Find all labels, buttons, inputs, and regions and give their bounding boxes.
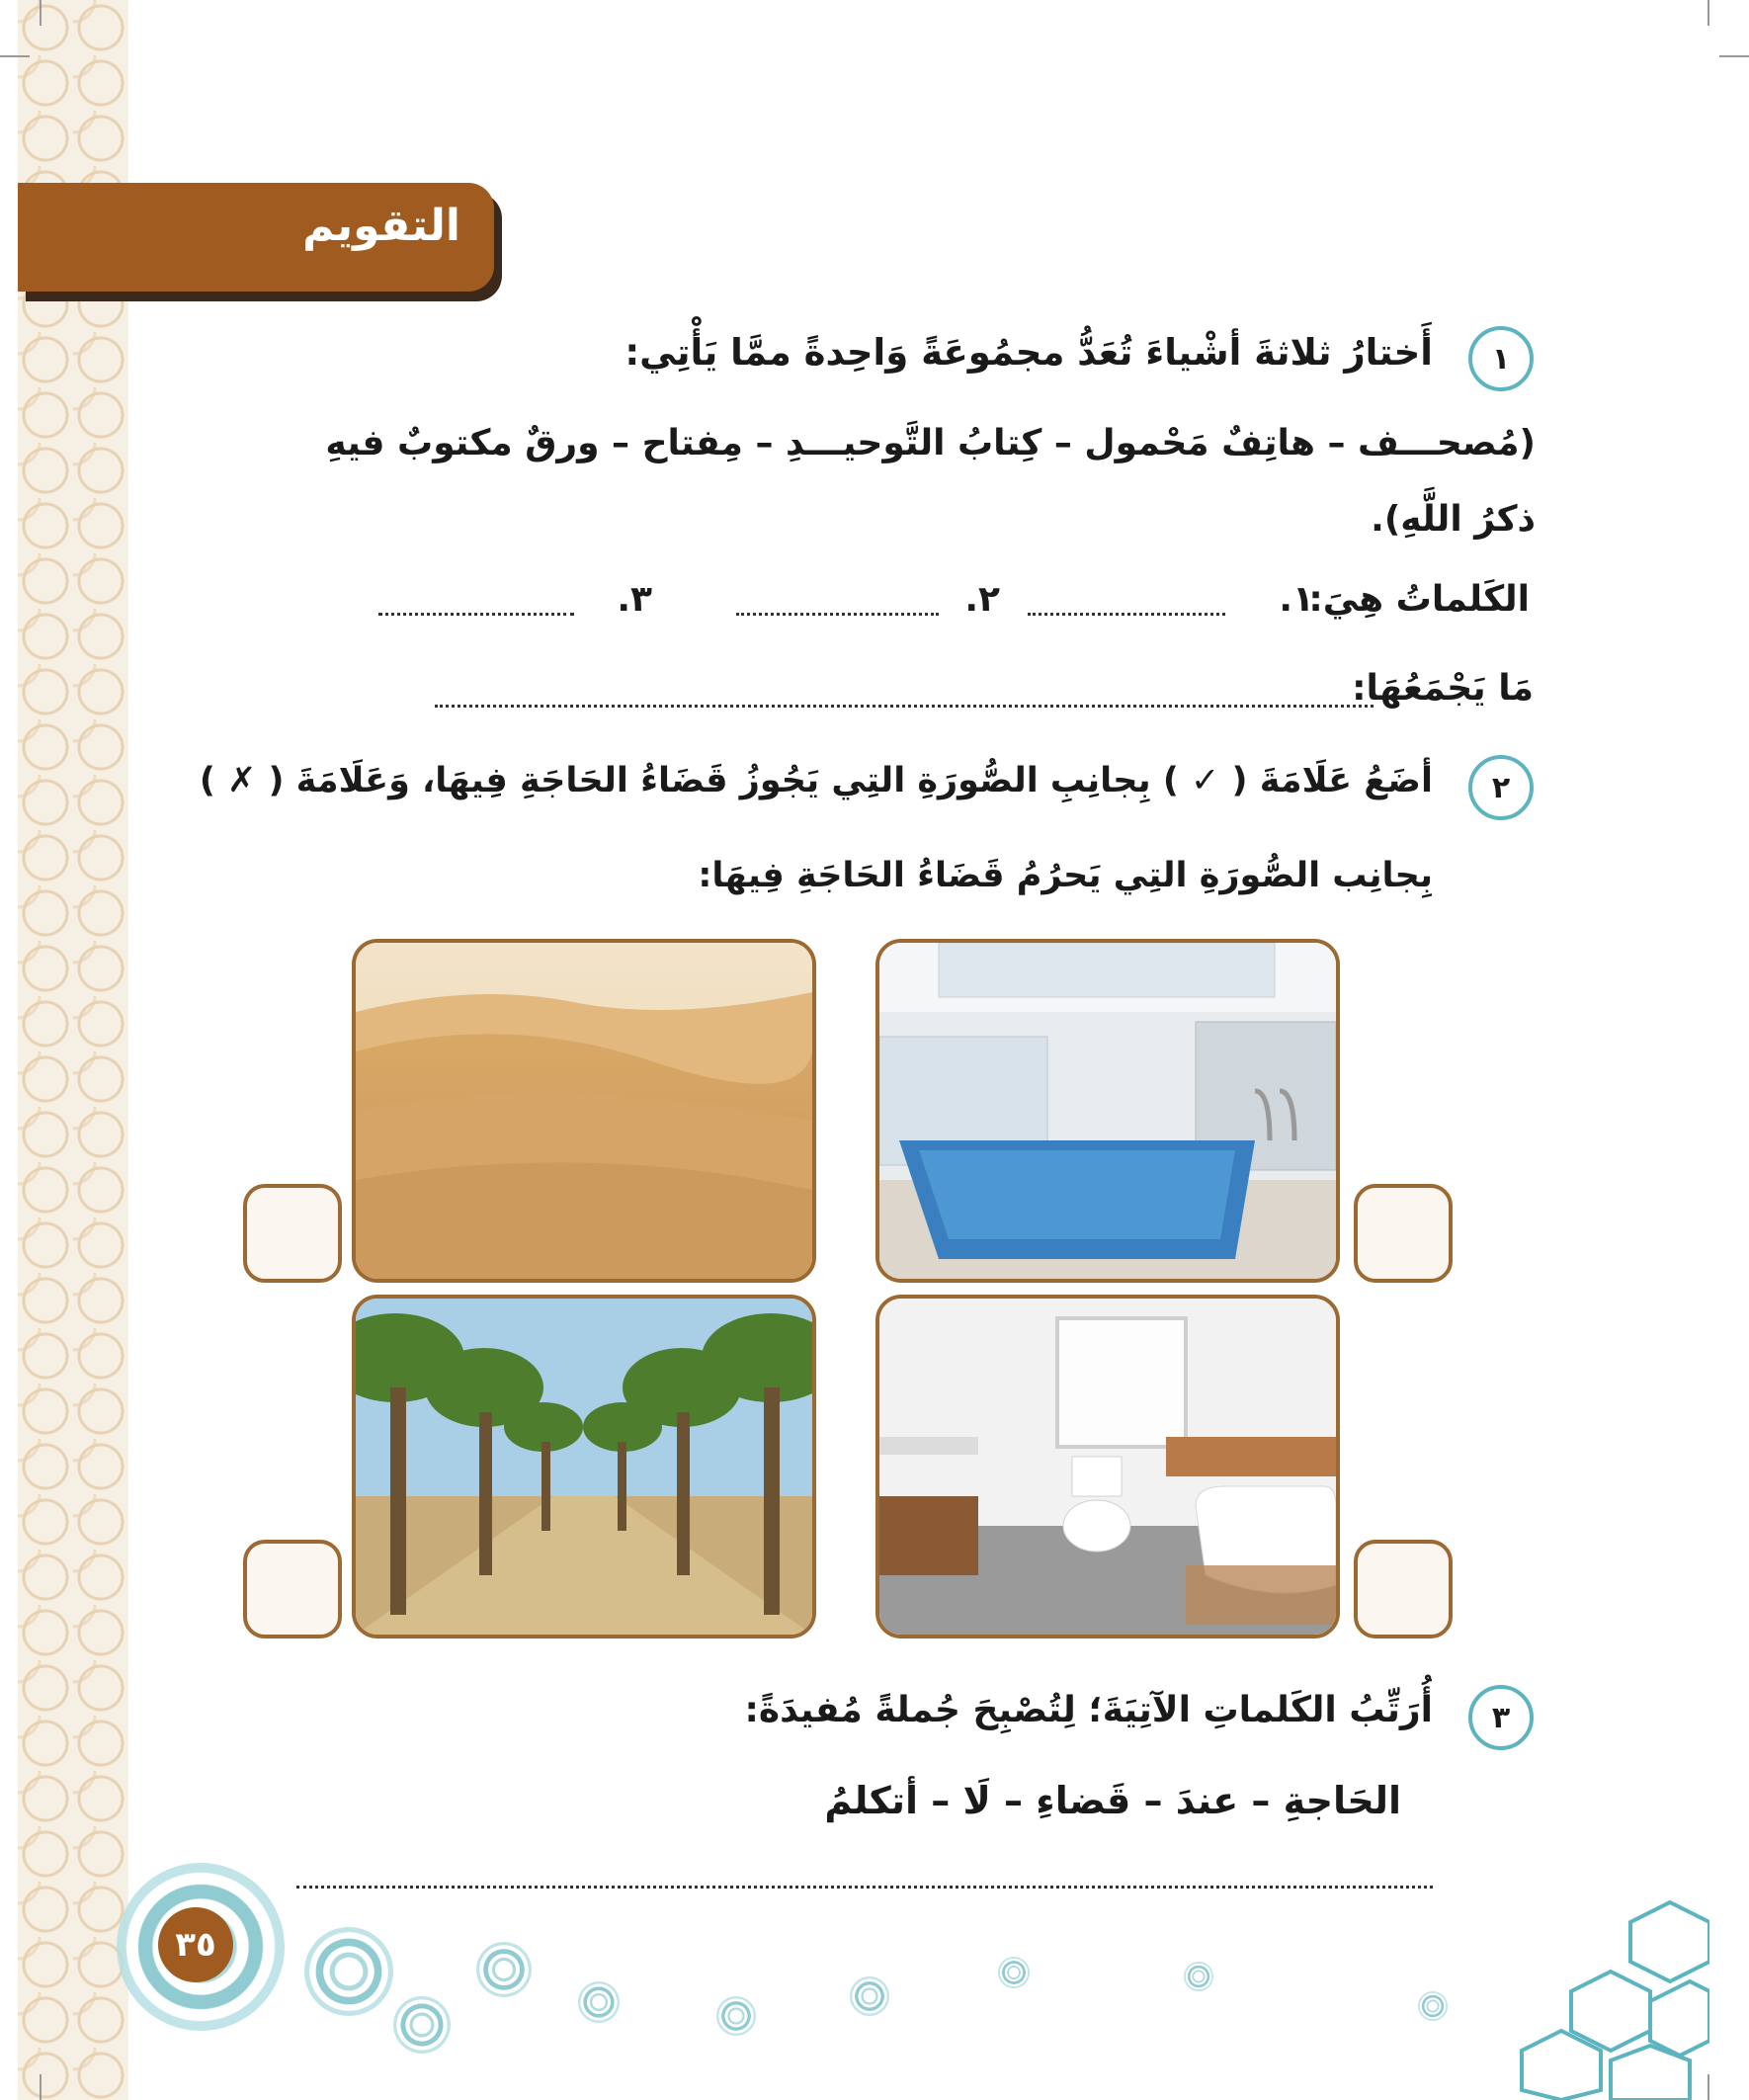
side-pattern: [18, 0, 128, 2100]
rosette-decoration: [850, 1976, 889, 2016]
question-prompt: أَختارُ ثلاثةَ أشْياءَ تُعَدُّ مجمُوعَةً وَاحِدةً ممَّا يَأْتِي:: [625, 331, 1433, 374]
rosette-decoration: [578, 1981, 620, 2023]
rosette-decoration: [476, 1942, 532, 1997]
pool-photo: [875, 939, 1340, 1283]
bathroom-photo: [875, 1295, 1340, 1638]
options-text: ذكرُ اللَّهِ).: [1371, 499, 1536, 540]
desert-image: [356, 943, 812, 1279]
geometric-decoration: [1512, 1883, 1709, 2100]
question-number: ٢: [1468, 755, 1534, 820]
palm-grove-photo: [352, 1295, 816, 1638]
common-label: مَا يَجْمَعُهَا:: [1352, 668, 1534, 709]
answer-box-bathroom[interactable]: [1354, 1540, 1453, 1638]
rosette-decoration: [716, 1996, 756, 2036]
question-number: ٣: [1468, 1685, 1534, 1750]
rosette-decoration: [998, 1957, 1030, 1988]
answer-box-pool[interactable]: [1354, 1184, 1453, 1283]
crop-mark: [40, 0, 42, 26]
answer-blank-1[interactable]: [1028, 613, 1225, 616]
desert-photo: [352, 939, 816, 1283]
answer-blank-3[interactable]: [378, 613, 574, 616]
blank-number: ١.: [1279, 579, 1314, 620]
answer-blank-sentence[interactable]: [296, 1886, 1433, 1889]
question-prompt: أُرَتِّبُ الكَلماتِ الآتِيَةَ؛ لِتُصْبِحَ جُملةً مُفيدَةً:: [744, 1690, 1433, 1730]
answer-blank-2[interactable]: [736, 613, 939, 616]
crop-mark: [1707, 0, 1709, 26]
rosette-decoration: [304, 1927, 393, 2016]
crop-mark: [0, 55, 30, 57]
section-header: [18, 183, 494, 292]
blank-number: ٢.: [964, 579, 1000, 620]
crop-mark: [40, 2074, 42, 2100]
question-prompt: بِجانِب الصُّورَةِ التِي يَحرُمُ قَضَاءُ الحَاجَةِ فِيهَا:: [698, 856, 1433, 895]
rosette-decoration: [1184, 1962, 1213, 1991]
answer-blank-common[interactable]: [435, 705, 1374, 708]
rosette-decoration: [393, 1996, 451, 2054]
question-number: ١: [1468, 326, 1534, 391]
options-text: (مُصحـــف – هاتِفٌ مَحْمول – كِتابُ التَّوحيـــدِ – مِفتاح – ورقٌ مكتوبٌ فيهِ: [325, 423, 1536, 463]
bathroom-image: [879, 1299, 1336, 1635]
pool-image: [879, 943, 1336, 1279]
palm-grove-image: [356, 1299, 812, 1635]
rosette-decoration: [1418, 1991, 1448, 2021]
answer-box-desert[interactable]: [243, 1184, 342, 1283]
question-prompt: أضَعُ عَلَامَةَ ( ✓ ) بِجانِبِ الصُّورَةِ التِي يَجُوزُ قَضَاءُ الحَاجَةِ فِيهَا، وَعَلَامَةَ ( ✗ ): [199, 761, 1433, 800]
page-number: ٣٥: [158, 1907, 233, 1982]
words-to-arrange: الحَاجةِ – عندَ – قَضاءِ – لَا – أتكلمُ: [824, 1779, 1401, 1822]
crop-mark: [1719, 55, 1749, 57]
blank-number: ٣.: [617, 579, 652, 620]
answer-box-palm-grove[interactable]: [243, 1540, 342, 1638]
section-title: التقويم: [302, 201, 460, 251]
words-label: الكَلماتُ هِيَ:: [1308, 579, 1530, 620]
